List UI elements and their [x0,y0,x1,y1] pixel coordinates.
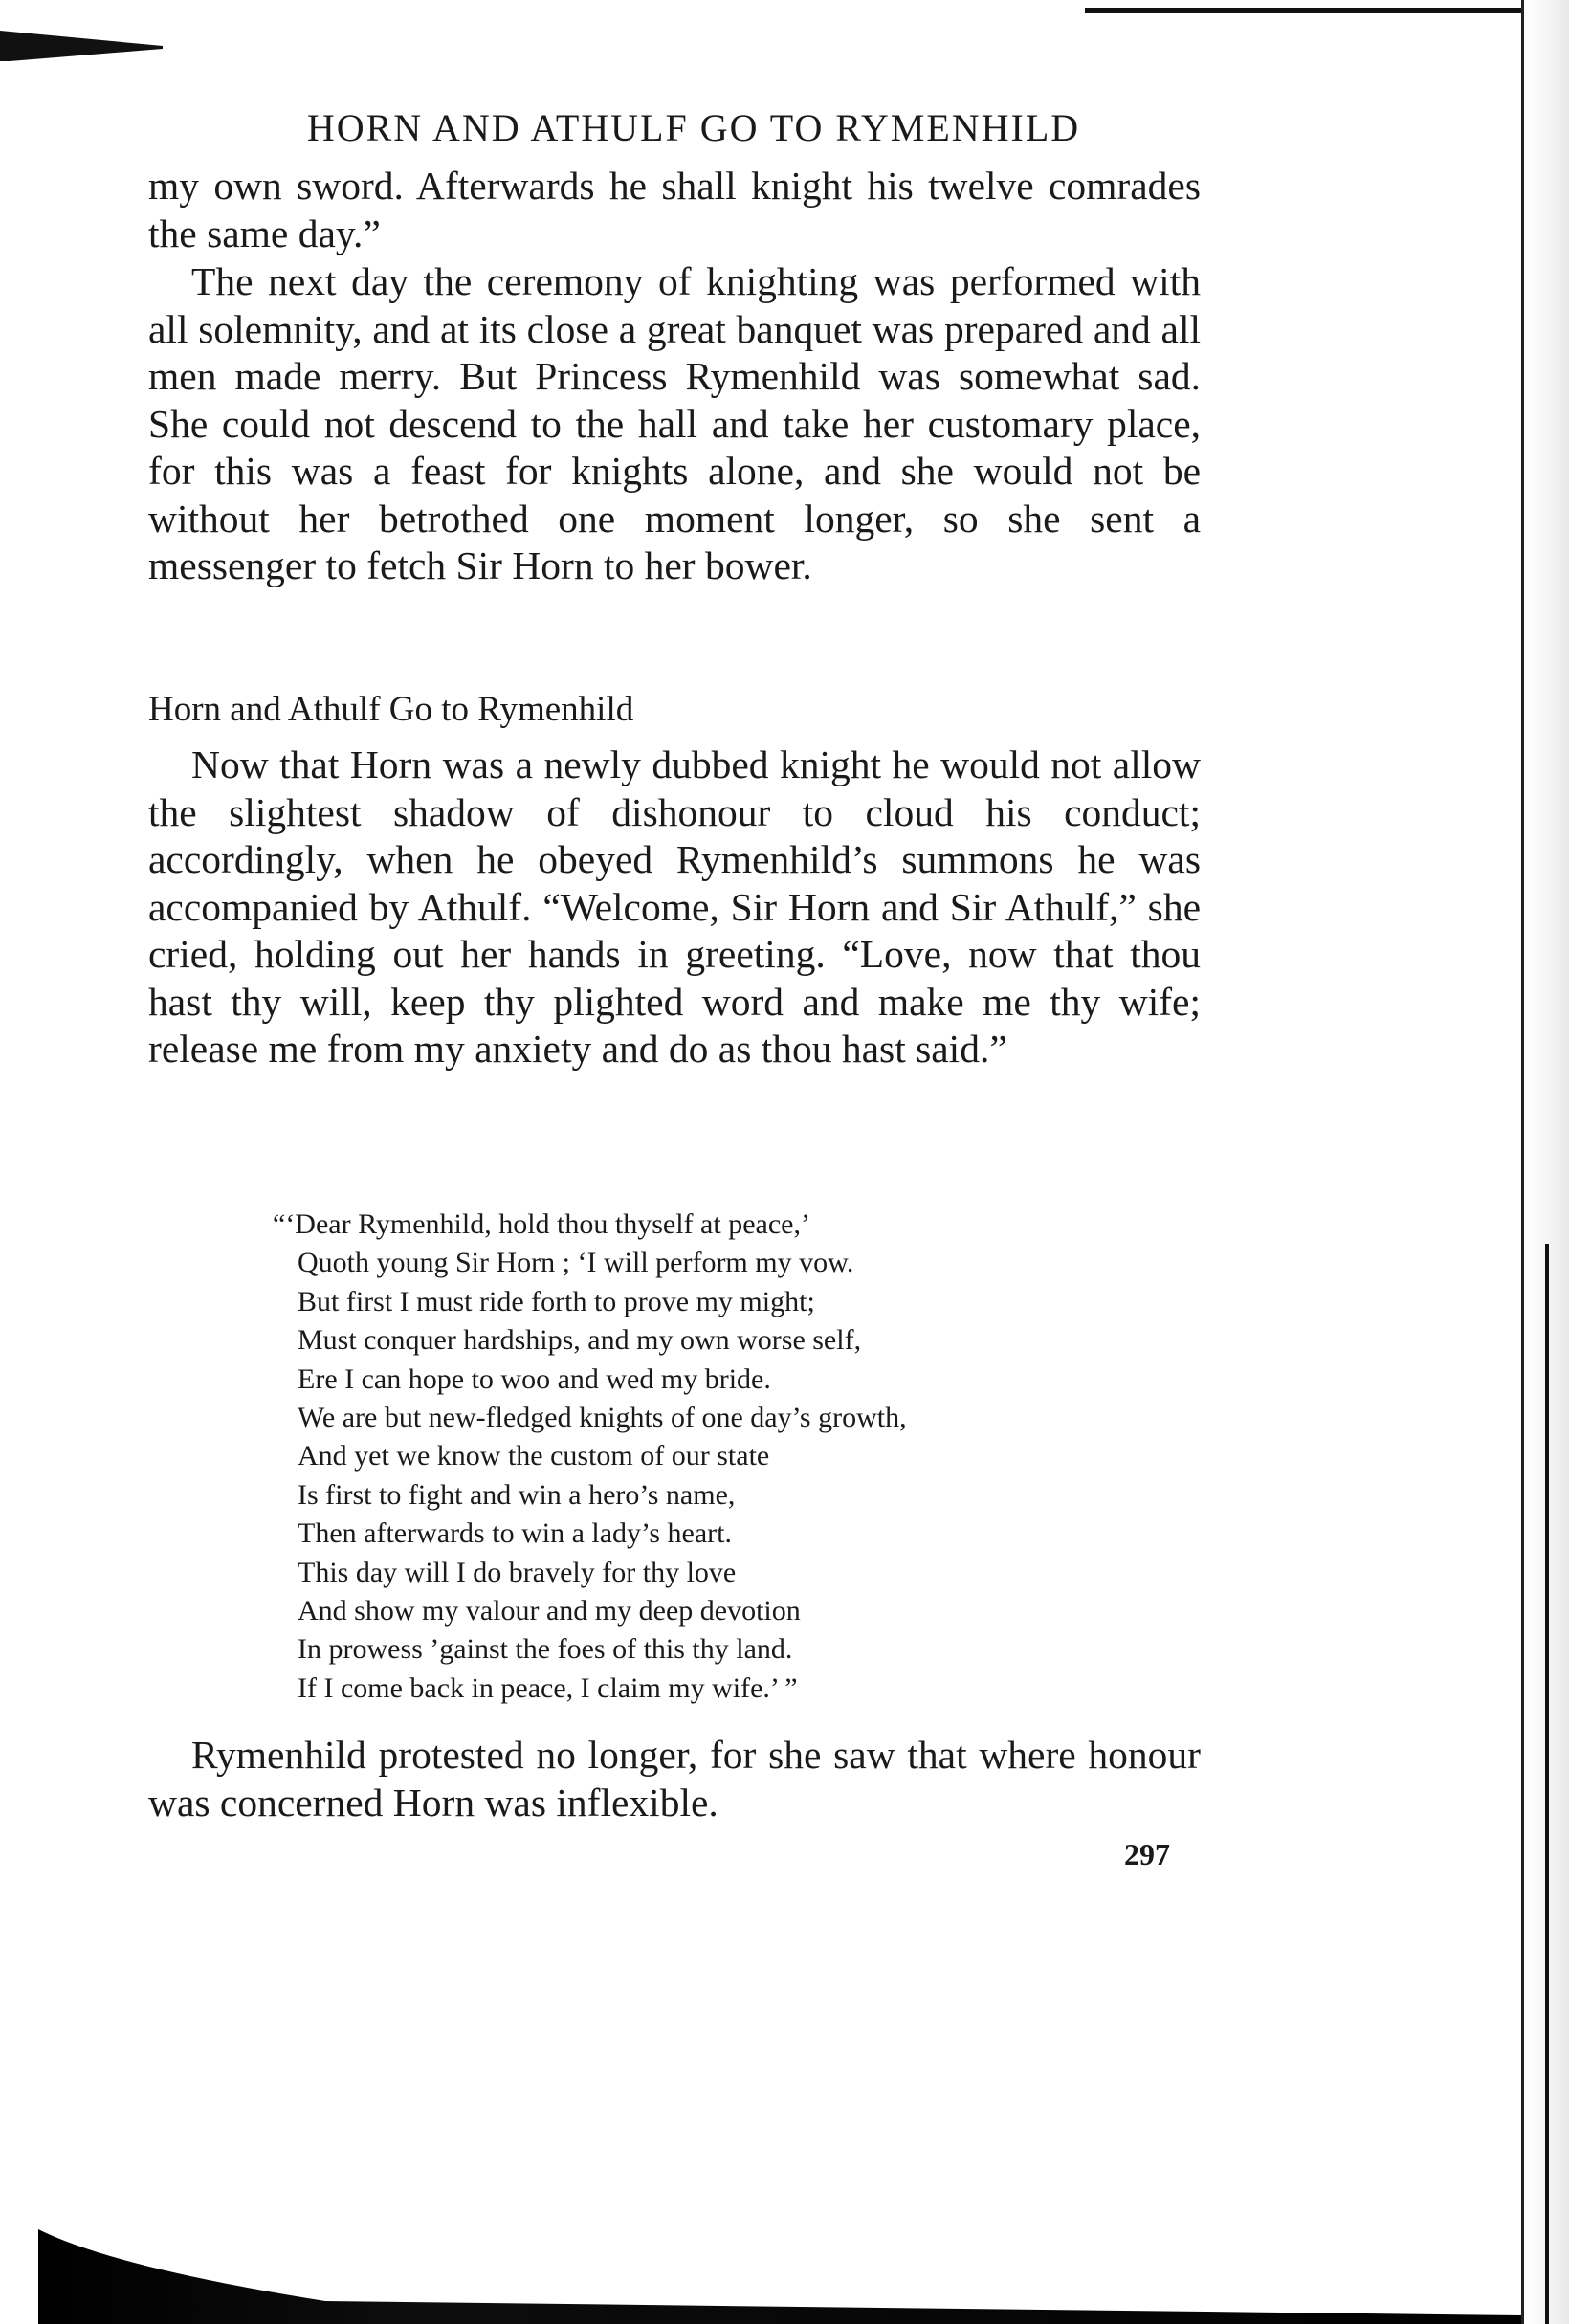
verse-line: We are but new-fledged knights of one day’s growth, [298,1402,907,1434]
verse-line: Then afterwards to win a lady’s heart. [298,1517,732,1550]
scan-top-rule [1085,8,1569,13]
page-number: 297 [1124,1837,1170,1871]
verse-line: Must conquer hardships, and my own worse self, [298,1324,862,1357]
verse-quotation [273,1206,1134,1708]
verse-line: This day will I do bravely for thy love [298,1556,737,1588]
verse-line: Quoth young Sir Horn ; ‘I will perform my vow. [298,1247,854,1279]
verse-line: And yet we know the custom of our state [298,1440,770,1472]
scan-bottom-shadow [38,2229,1521,2324]
verse-line: “‘Dear Rymenhild, hold thou thyself at peace,’ [273,1208,810,1240]
paragraph-protest: Rymenhild protested no longer, for she saw that where honour was concerned Horn was inflexible. [148,1733,1201,1825]
verse-line: In prowess ’gainst the foes of this thy land. [298,1633,793,1666]
verse-line: Is first to fight and win a hero’s name, [298,1478,736,1511]
verse-line: Ere I can hope to woo and wed my bride. [298,1362,771,1395]
section-heading: Horn and Athulf Go to Rymenhild [148,690,634,729]
verse-line: And show my valour and my deep devotion [298,1595,801,1627]
paragraph-summons: Now that Horn was a newly dubbed knight he would not allow the slightest shadow of dishonour to cloud his conduct; accordingly, when he obeyed Rymenhild’s summons he was accompanied by Athulf. “Welcome, Sir Horn and Sir Athulf,” she cried, holding out her hands in greeting. “Love, now that thou hast thy will, keep thy plighted word and make me thy wife; release me from my anxiety and do as thou hast said.” [148,742,1201,1071]
paragraph-knighting: The next day the ceremony of knighting was performed with all solemnity, and at its close a great banquet was prepared and all men made merry. But Princess Rymenhild was somewhat sad. She could not descend to the hall and take her customary place, for this was a feast for knights alone, and she would not be without her betrothed one moment longer, so she sent a messenger to fetch Sir Horn to her bower. [148,259,1201,587]
continuation-paragraph: my own sword. Afterwards he shall knight his twelve comrades the same day.” [148,164,1201,255]
scan-corner-mark [0,23,163,61]
running-head: HORN AND ATHULF GO TO RYMENHILD [306,106,1081,149]
scan-page-edge [1521,0,1569,2324]
verse-line: If I come back in peace, I claim my wife.’ ” [298,1671,798,1704]
verse-line: But first I must ride forth to prove my might; [298,1285,815,1317]
